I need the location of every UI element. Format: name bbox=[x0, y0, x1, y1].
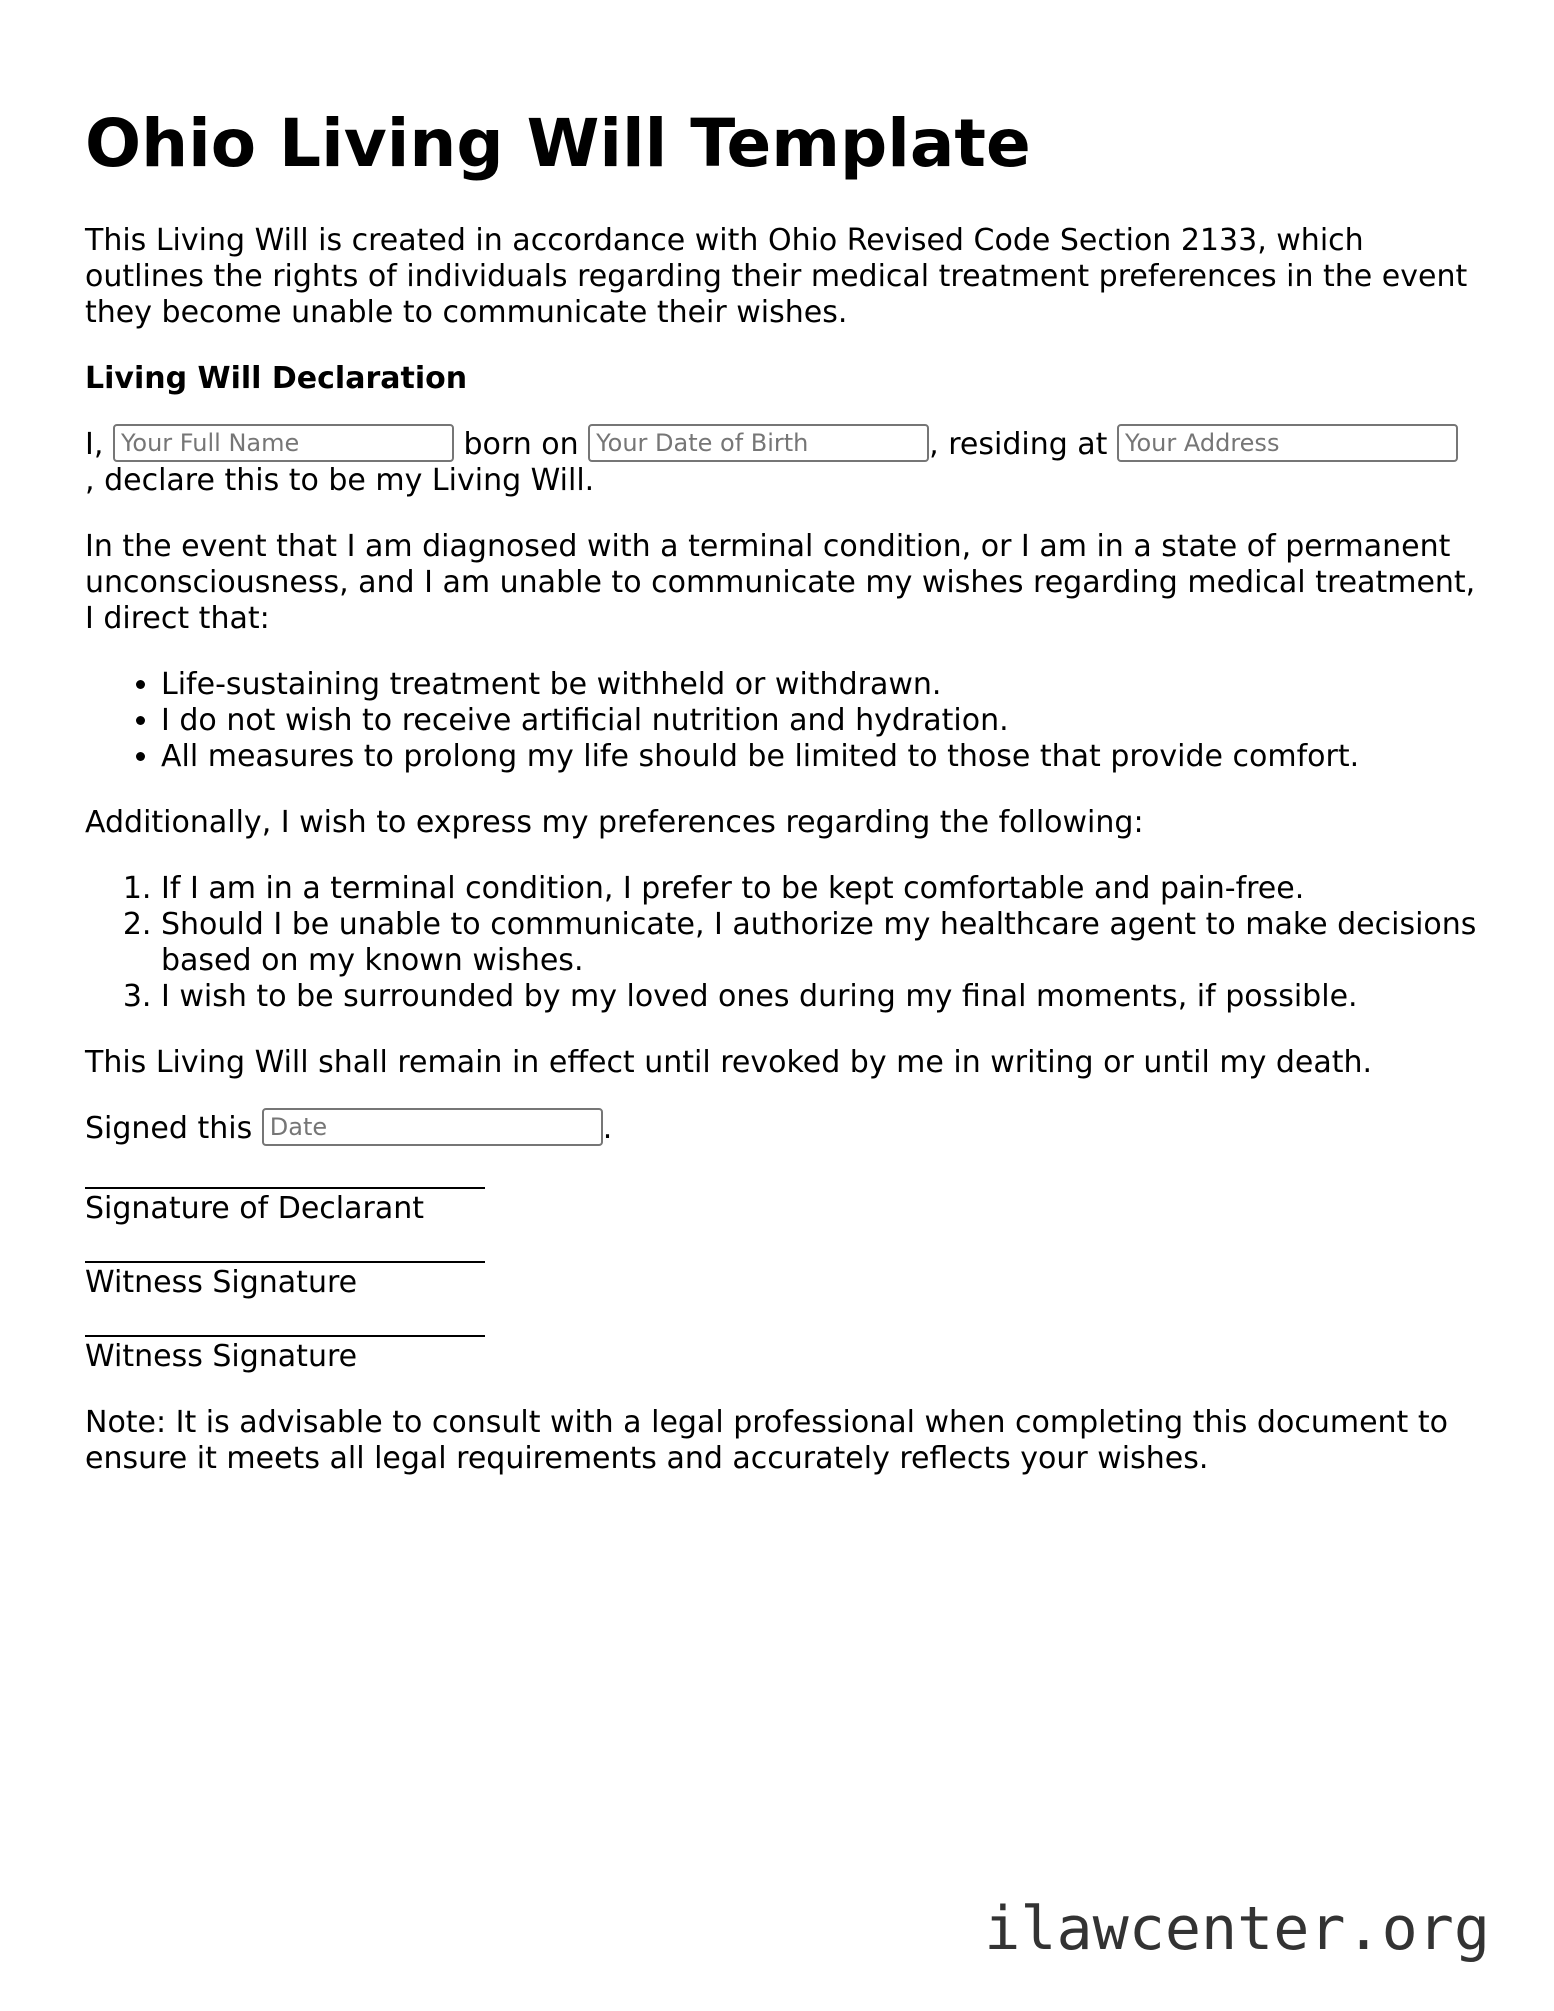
conditions-paragraph: In the event that I am diagnosed with a terminal condition, or I am in a state of permanent unconsciousness, and I am unable to communicate my wishes regarding medical treatment, I direct that: bbox=[85, 529, 1476, 636]
declaration-suffix: , declare this to be my Living Will. bbox=[85, 463, 595, 498]
declaration-paragraph bbox=[85, 427, 1485, 499]
date-of-birth-input[interactable] bbox=[588, 424, 929, 462]
preferences-intro: Additionally, I wish to express my preferences regarding the following: bbox=[85, 805, 1144, 840]
signature-line bbox=[85, 1261, 485, 1263]
preferences-list bbox=[85, 871, 1485, 1015]
duration-paragraph: This Living Will shall remain in effect until revoked by me in writing or until my death. bbox=[85, 1045, 1373, 1080]
born-on-text: born on bbox=[463, 427, 579, 462]
address-input[interactable] bbox=[1117, 424, 1458, 462]
directives-list bbox=[85, 667, 1485, 775]
page-title: Ohio Living Will Template bbox=[85, 105, 1031, 182]
signed-line bbox=[85, 1111, 1485, 1147]
residing-at-text: , residing at bbox=[929, 427, 1108, 462]
signature-label: Signature of Declarant bbox=[85, 1191, 424, 1226]
signed-date-input[interactable] bbox=[262, 1108, 603, 1146]
preference-item: 2. Should I be unable to communicate, I authorize my healthcare agent to make decisions based on my known wishes. bbox=[161, 907, 1485, 979]
witness-signature-block bbox=[85, 1335, 1485, 1375]
directive-item: • All measures to prolong my life should be limited to those that provide comfort. bbox=[161, 739, 1485, 775]
full-name-input[interactable] bbox=[113, 424, 454, 462]
signature-label: Witness Signature bbox=[85, 1265, 358, 1300]
directive-item: • Life-sustaining treatment be withheld or withdrawn. bbox=[161, 667, 1485, 703]
declaration-prefix: I, bbox=[85, 427, 104, 462]
signature-line bbox=[85, 1187, 485, 1189]
signature-line bbox=[85, 1335, 485, 1337]
note-paragraph: Note: It is advisable to consult with a legal professional when completing this document to ensure it meets all legal requirements and accurately reflects your wishes. bbox=[85, 1405, 1448, 1476]
signed-prefix: Signed this bbox=[85, 1111, 253, 1146]
intro-paragraph: This Living Will is created in accordance with Ohio Revised Code Section 2133, which outlines the rights of individuals regarding their medical treatment preferences in the event they become unable to communicate their wishes. bbox=[85, 223, 1468, 330]
preference-item: 1. If I am in a terminal condition, I prefer to be kept comfortable and pain-free. bbox=[161, 871, 1485, 907]
brand-watermark: ilawcenter.org bbox=[984, 1894, 1490, 1964]
preference-item: 3. I wish to be surrounded by my loved ones during my final moments, if possible. bbox=[161, 979, 1485, 1015]
directive-item: • I do not wish to receive artificial nutrition and hydration. bbox=[161, 703, 1485, 739]
signed-suffix: . bbox=[602, 1111, 613, 1146]
section-heading: Living Will Declaration bbox=[85, 361, 468, 396]
witness-signature-block bbox=[85, 1261, 1485, 1301]
signature-label: Witness Signature bbox=[85, 1339, 358, 1374]
document-page bbox=[85, 0, 1485, 1477]
declarant-signature-block bbox=[85, 1187, 1485, 1227]
